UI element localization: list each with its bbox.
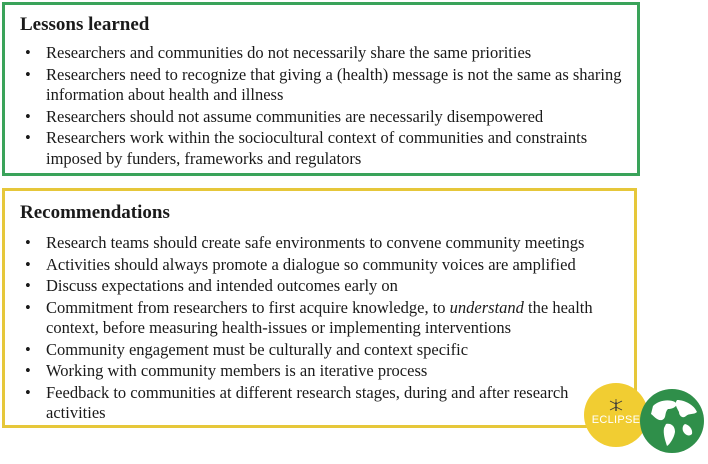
list-item: • Researchers should not assume communities are necessarily disempowered xyxy=(25,106,544,126)
bullet: • xyxy=(25,339,31,359)
list-item: • Activities should always promote a dialogue so community voices are amplified xyxy=(25,254,576,274)
lessons-learned-list xyxy=(5,43,637,169)
bullet: • xyxy=(25,106,31,126)
bullet: • xyxy=(25,382,31,402)
bullet: • xyxy=(25,254,31,274)
list-item: • Discuss expectations and intended outcomes early on xyxy=(25,276,398,295)
bullet: • xyxy=(25,297,31,317)
list-item: • Commitment from researchers to first acquire knowledge, to understand the health context, before measuring health-issues or implementing interventions xyxy=(25,297,593,337)
list-item: • Feedback to communities at different research stages, during and after research activities xyxy=(25,382,569,422)
bullet: • xyxy=(25,64,31,84)
list-item: • Community engagement must be culturally and context specific xyxy=(25,339,469,359)
lessons-learned-box xyxy=(2,2,640,176)
emphasis-understand: understand xyxy=(449,297,524,317)
recommendations-list xyxy=(5,233,634,424)
bullet: • xyxy=(25,43,31,62)
lessons-learned-title: Lessons learned xyxy=(20,14,150,35)
recommendations-title: Recommendations xyxy=(20,202,170,223)
list-item: • Research teams should create safe environments to convene community meetings xyxy=(25,233,585,252)
list-item: • Researchers work within the sociocultural context of communities and constraints imposed by funders, frameworks and regulators xyxy=(25,128,588,168)
list-item: • Researchers need to recognize that giving a (health) message is not the same as sharing information about health and illness xyxy=(25,64,622,104)
globe-icon xyxy=(639,388,705,454)
list-item: • Working with community members is an iterative process xyxy=(25,361,428,380)
logo-text: ECLIPSE xyxy=(591,414,641,426)
recommendations-box xyxy=(2,188,637,428)
list-item: • Researchers and communities do not necessarily share the same priorities xyxy=(25,43,532,62)
bullet: • xyxy=(25,361,31,380)
bullet: • xyxy=(25,233,31,252)
bullet: • xyxy=(25,128,31,147)
mosquito-icon xyxy=(608,399,624,413)
bullet: • xyxy=(25,276,31,295)
